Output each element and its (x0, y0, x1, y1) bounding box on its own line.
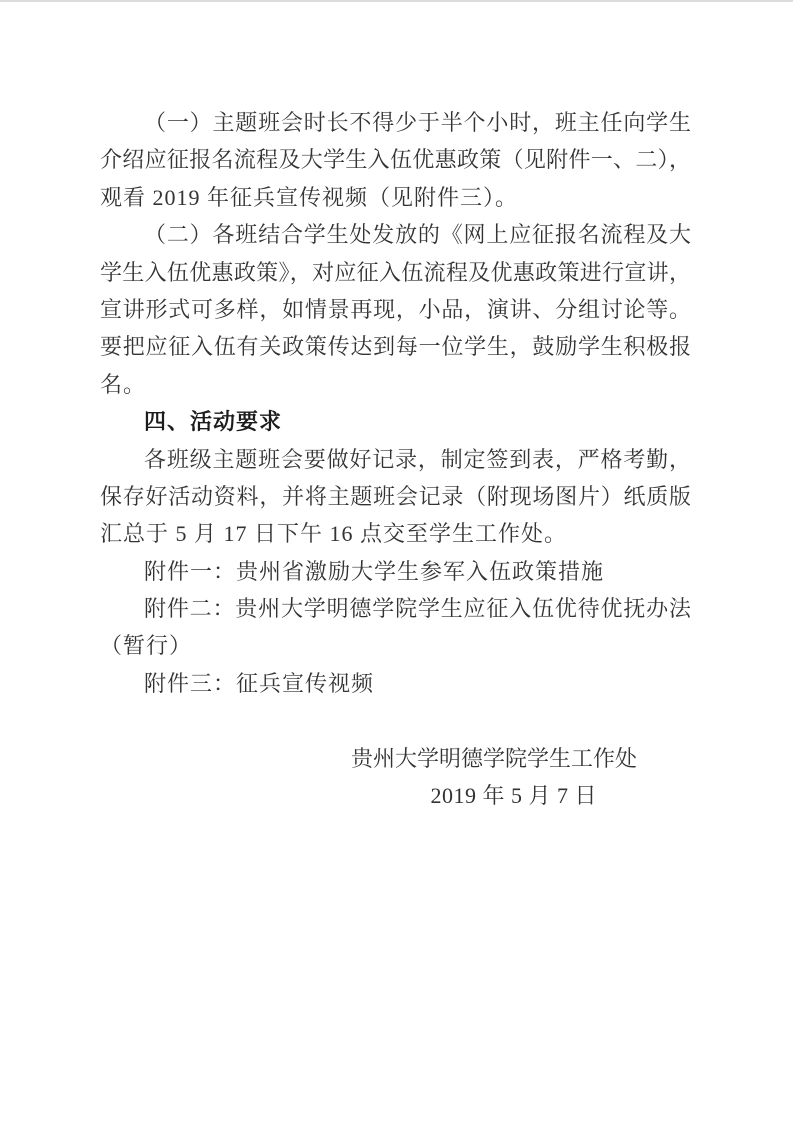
item-one-line-2: 介绍应征报名流程及大学生入伍优惠政策（见附件一、二）， (100, 147, 690, 173)
attachment-two-line-1: 附件二：贵州大学明德学院学生应征入伍优待优抚办法 (144, 596, 690, 622)
section-four-heading: 四、活动要求 (144, 409, 283, 435)
attachment-two-line-2: （暂行） (100, 633, 193, 659)
blank-line (100, 702, 690, 739)
item-two-line-2: 学生入伍优惠政策》，对应征入伍流程及优惠政策进行宣讲， (100, 259, 690, 285)
item-two-line-1: （二）各班结合学生处发放的《网上应征报名流程及大 (144, 222, 690, 248)
attachment-three-line: 附件三：征兵宣传视频 (144, 670, 375, 696)
document-body (0, 2, 793, 814)
requirements-line-3: 汇总于 5 月 17 日下午 16 点交至学生工作处。 (100, 521, 568, 547)
item-one-line-3: 观看 2019 年征兵宣传视频（见附件三）。 (100, 184, 519, 210)
requirements-line-2: 保存好活动资料，并将主题班会记录（附现场图片）纸质版 (100, 483, 690, 509)
item-two-line-5: 名。 (100, 371, 147, 397)
signature-date-line: 2019 年 5 月 7 日 (430, 783, 597, 809)
requirements-line-1: 各班级主题班会要做好记录，制定签到表，严格考勤， (144, 446, 690, 472)
item-two-line-4: 要把应征入伍有关政策传达到每一位学生，鼓励学生积极报 (100, 334, 690, 360)
signature-issuer-line: 贵州大学明德学院学生工作处 (350, 745, 637, 771)
attachment-one-line: 附件一：贵州省激励大学生参军入伍政策措施 (144, 558, 605, 584)
item-one-line-1: （一）主题班会时长不得少于半个小时，班主任向学生 (144, 110, 690, 135)
item-two-line-3: 宣讲形式可多样，如情景再现，小品，演讲、分组讨论等。 (100, 296, 690, 322)
